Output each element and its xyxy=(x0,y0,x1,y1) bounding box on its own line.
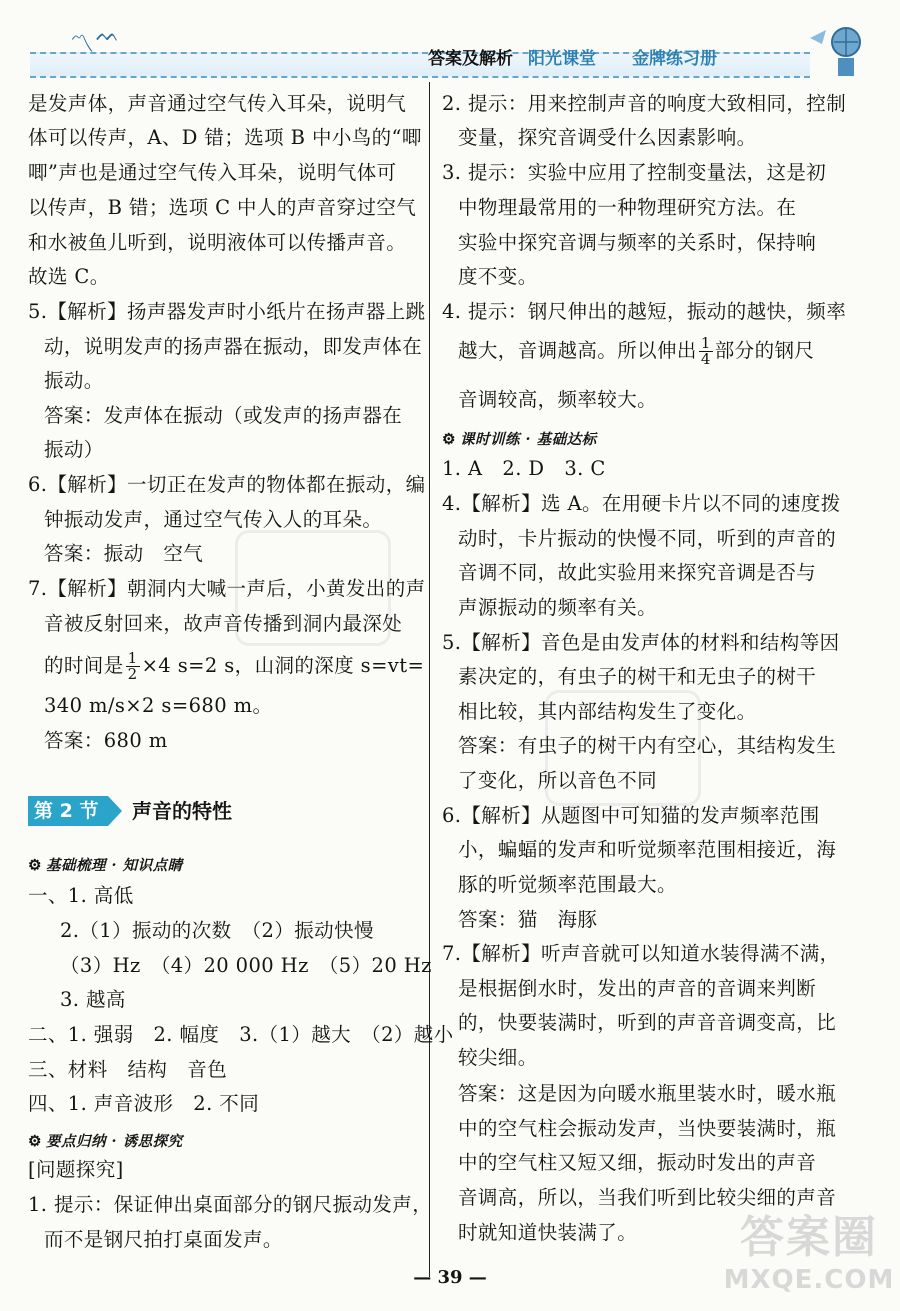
text-line: [问题探究] xyxy=(28,1158,124,1181)
text-line: 声源振动的频率有关。 xyxy=(458,596,658,619)
subheading-basic: ⚙ 基础梳理 · 知识点睛 xyxy=(28,856,183,874)
gear-icon: ⚙ xyxy=(28,856,42,874)
text-line: 音调不同，故此实验用来探究音调是否与 xyxy=(458,561,817,584)
text-line: 三、材料 结构 音色 xyxy=(28,1058,228,1081)
gear-icon: ⚙ xyxy=(442,430,456,448)
globe-lamp-icon xyxy=(800,20,870,78)
subheading-training: ⚙ 课时训练 · 基础达标 xyxy=(442,430,597,448)
page-header xyxy=(0,0,900,80)
header-answers-label: 答案及解析 xyxy=(428,49,513,69)
text-line: 3. 提示：实验中应用了控制变量法，这是初 xyxy=(442,161,827,184)
answer-line: 答案：有虫子的树干内有空心，其结构发生 xyxy=(458,734,837,757)
text-line: 2. 提示：用来控制声音的响度大致相同，控制 xyxy=(442,92,847,115)
bird-icon: 〽 xyxy=(70,30,94,58)
text-line: 7.【解析】朝洞内大喊一声后，小黄发出的声 xyxy=(28,577,426,600)
fraction-half: $\frac{1}{2}$ xyxy=(127,649,138,683)
text-line: 和水被鱼儿听到，说明液体可以传播声音。 xyxy=(28,231,407,254)
text-line: 1. A 2. D 3. C xyxy=(442,457,606,480)
text-line: 实验中探究音调与频率的关系时，保持响 xyxy=(458,231,817,254)
text-line: 的，快要装满时，听到的声音音调变高，比 xyxy=(458,1011,837,1034)
text-line: 而不是钢尺拍打桌面发声。 xyxy=(44,1228,283,1251)
answer-line: 答案：这是因为向暖水瓶里装水时，暖水瓶 xyxy=(458,1082,837,1105)
formula-line xyxy=(458,332,814,370)
section-arrow-icon xyxy=(108,796,122,826)
text-line: 中物理最常用的一种物理研究方法。在 xyxy=(458,196,797,219)
text-line: 二、1. 强弱 2. 幅度 3.（1）越大 （2）越小 xyxy=(28,1023,454,1046)
subheading-key: ⚙ 要点归纳 · 诱思探究 xyxy=(28,1132,183,1150)
text-line: 音调较高，频率较大。 xyxy=(458,388,658,411)
text-line: 以传声，B 错；选项 C 中人的声音穿过空气 xyxy=(28,196,417,219)
watermark-url: MXQE.COM xyxy=(723,1265,895,1295)
text-line: 相比较，其内部结构发生了变化。 xyxy=(458,700,757,723)
bird-icon: ᨓ xyxy=(96,22,120,46)
text-line: 1. 提示：保证伸出桌面部分的钢尺振动发声， xyxy=(28,1193,433,1216)
text-line: 振动。 xyxy=(44,369,104,392)
watermark-text: 答案圈 xyxy=(740,1212,878,1263)
text-line: 一、1. 高低 xyxy=(28,884,134,907)
answer-line: 答案：发声体在振动（或发声的扬声器在 xyxy=(44,404,403,427)
text-line: 中的空气柱会振动发声，当快要装满时，瓶 xyxy=(458,1117,837,1140)
text-line: 6.【解析】一切正在发声的物体都在振动，编 xyxy=(28,473,426,496)
text-line: 6.【解析】从题图中可知猫的发声频率范围 xyxy=(442,804,820,827)
section-title: 声音的特性 xyxy=(132,799,232,823)
text-line: 5.【解析】音色是由发声体的材料和结构等因 xyxy=(442,631,840,654)
text-line: 了变化，所以音色不同 xyxy=(458,769,658,792)
text-line: 体可以传声，A、D 错；选项 B 中小鸟的“唧 xyxy=(28,126,422,149)
text-line: 5.【解析】扬声器发声时小纸片在扬声器上跳 xyxy=(28,300,426,323)
formula-suffix: ×4 s=2 s，山洞的深度 s=vt= xyxy=(141,654,425,677)
header-book-label: 金牌练习册 xyxy=(632,49,717,69)
column-divider xyxy=(429,82,430,1277)
answer-line: 答案：680 m xyxy=(44,729,168,752)
page-number: — 39 — xyxy=(413,1267,487,1288)
text-line: 4.【解析】选 A。在用硬卡片以不同的速度拨 xyxy=(442,492,841,515)
text-line: 唧”声也是通过空气传入耳朵，说明气体可 xyxy=(28,161,397,184)
answer-line: 答案：猫 海豚 xyxy=(458,908,598,931)
text-line: 豚的听觉频率范围最大。 xyxy=(458,873,677,896)
text-line: 动时，卡片振动的快慢不同，听到的声音的 xyxy=(458,527,837,550)
text-line: 振动） xyxy=(44,438,104,461)
text-line: 音调高，所以，当我们听到比较尖细的声音 xyxy=(458,1186,837,1209)
text-line: 较尖细。 xyxy=(458,1046,538,1069)
text-line: 素决定的，有虫子的树干和无虫子的树干 xyxy=(458,665,817,688)
text-line: 3. 越高 xyxy=(60,988,126,1011)
text-line: 时就知道快装满了。 xyxy=(458,1221,638,1244)
gear-icon: ⚙ xyxy=(28,1132,42,1150)
text-line: 钟振动发声，通过空气传入人的耳朵。 xyxy=(44,508,383,531)
text-line: 7.【解析】听声音就可以知道水装得满不满， xyxy=(442,942,840,965)
formula-suffix: 部分的钢尺 xyxy=(714,339,815,362)
text-line: 音被反射回来，故声音传播到洞内最深处 xyxy=(44,612,403,635)
text-line: 四、1. 声音波形 2. 不同 xyxy=(28,1092,260,1115)
text-line: 是根据倒水时，发出的声音的音调来判断 xyxy=(458,977,817,1000)
text-line: 变量，探究音调受什么因素影响。 xyxy=(458,126,757,149)
answer-line: 答案：振动 空气 xyxy=(44,542,204,565)
text-line: 故选 C。 xyxy=(28,265,110,288)
text-line: 2.（1）振动的次数 （2）振动快慢 xyxy=(60,919,374,942)
formula-line xyxy=(44,649,424,683)
header-series-label: 阳光课堂 xyxy=(528,49,596,69)
section-number: 第 2 节 xyxy=(28,796,108,826)
text-line: 度不变。 xyxy=(458,265,538,288)
text-line: 中的空气柱又短又细，振动时发出的声音 xyxy=(458,1151,817,1174)
text-line: 动，说明发声的扬声器在振动，即发声体在 xyxy=(44,335,423,358)
text-line: （3）Hz （4）20 000 Hz （5）20 Hz xyxy=(60,954,432,977)
text-line: 小，蝙蝠的发声和听觉频率范围相接近，海 xyxy=(458,838,837,861)
text-line: 是发声体，声音通过空气传入耳朵，说明气 xyxy=(28,92,407,115)
text-line: 4. 提示：钢尺伸出的越短，振动的越快，频率 xyxy=(442,300,847,323)
formula-prefix: 的时间是 xyxy=(44,654,124,677)
text-line: 340 m/s×2 s=680 m。 xyxy=(44,694,273,717)
formula-prefix: 越大，音调越高。所以伸出 xyxy=(458,339,697,362)
fraction-quarter: $\frac{1}{4}$ xyxy=(700,334,711,368)
site-watermark xyxy=(720,1212,898,1308)
